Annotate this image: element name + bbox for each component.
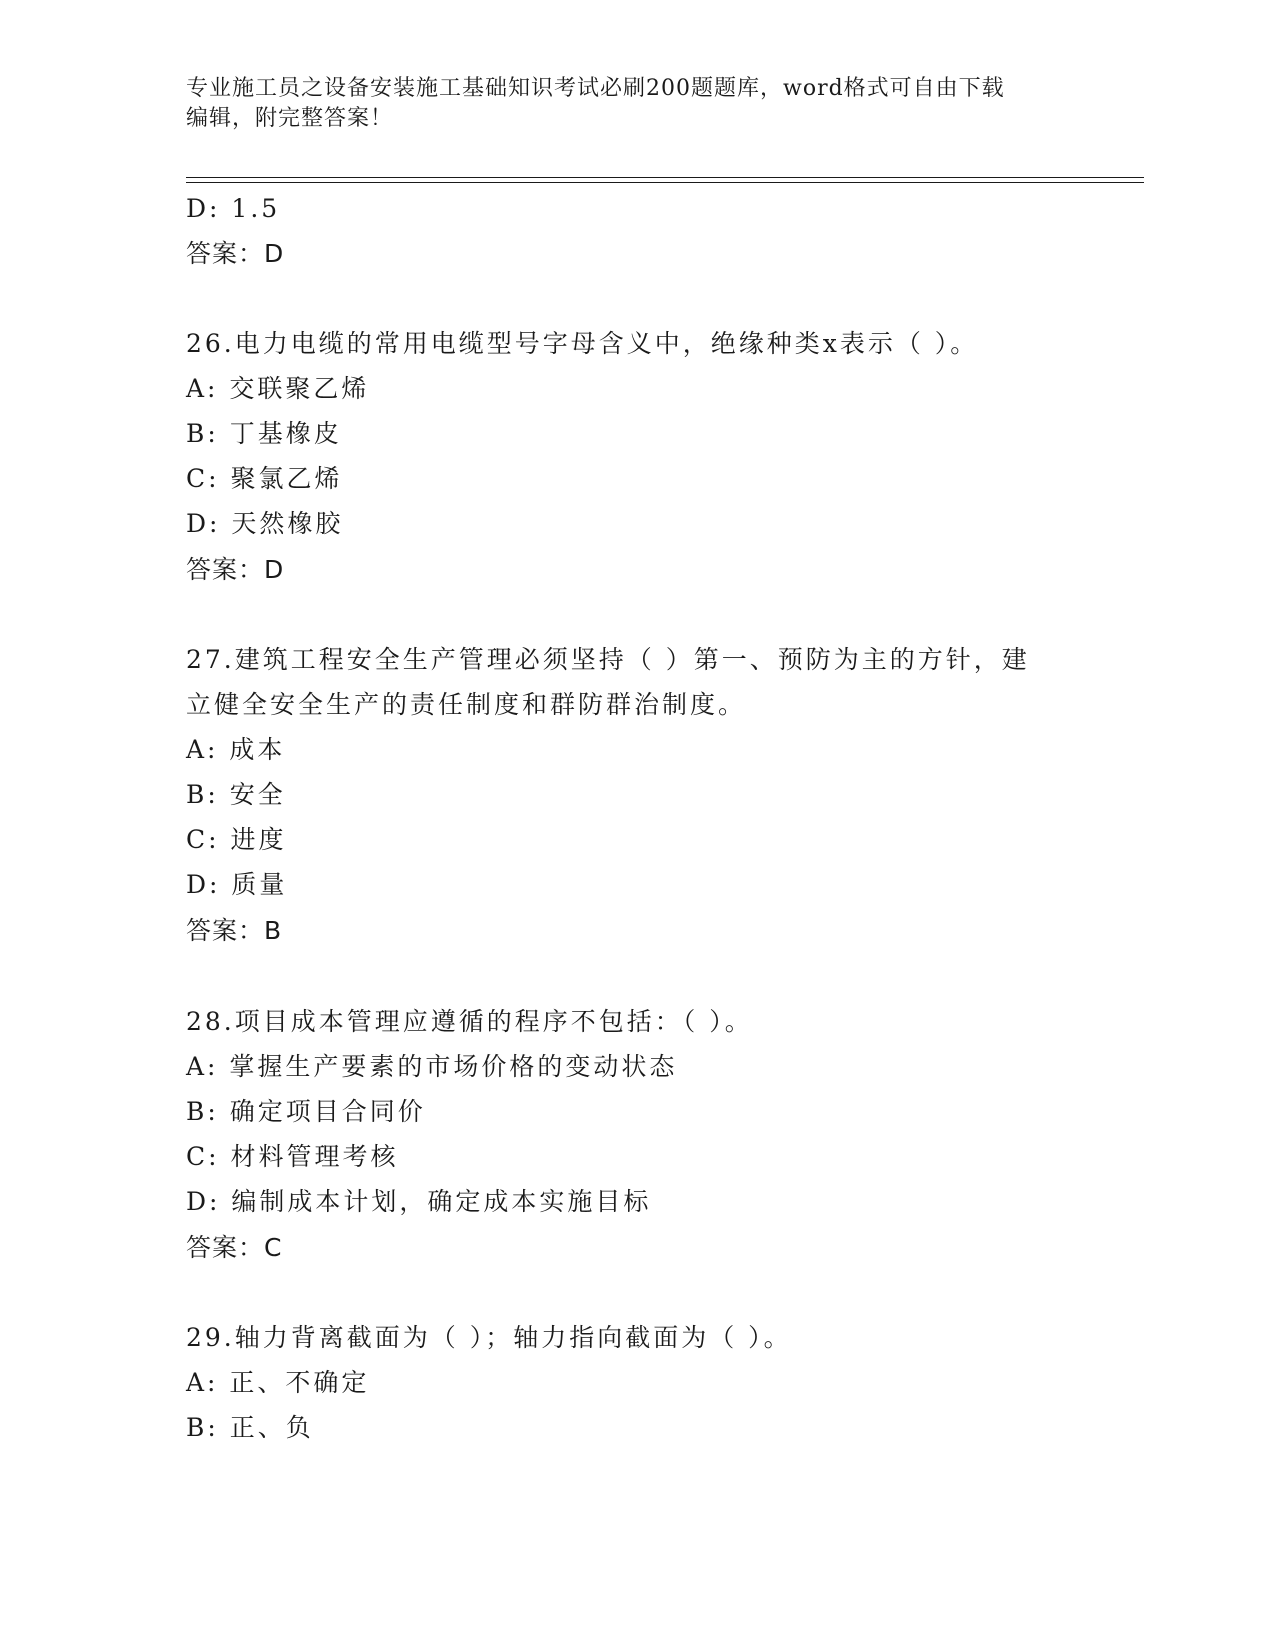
q27-option-c: C: 进度 (186, 825, 287, 854)
q29-stem: 29.轴力背离截面为（ ）；轴力指向截面为（ ）。 (186, 1323, 792, 1352)
q26-stem: 26.电力电缆的常用电缆型号字母含义中，绝缘种类x表示（ ）。 (186, 329, 979, 358)
q25-answer: 答案：D (186, 239, 285, 268)
q25-option-d: D: 1.5 (186, 194, 281, 223)
document-header (186, 74, 1066, 134)
header-title-line1: 专业施工员之设备安装施工基础知识考试必刷200题题库，word格式可自由下载 (186, 76, 1005, 101)
q27-answer: 答案：B (186, 916, 283, 945)
header-title-line2: 编辑，附完整答案！ (186, 106, 394, 131)
q28-stem: 28.项目成本管理应遵循的程序不包括：（ ）。 (186, 1007, 753, 1036)
q29-option-a: A: 正、不确定 (186, 1368, 370, 1397)
q27-option-b: B: 安全 (186, 780, 286, 809)
q27-option-a: A: 成本 (186, 735, 286, 764)
q27-stem-line2: 立健全安全生产的责任制度和群防群治制度。 (186, 690, 747, 719)
q26-option-c: C: 聚氯乙烯 (186, 464, 343, 493)
q26-option-a: A: 交联聚乙烯 (186, 374, 370, 403)
q27-stem-line1: 27.建筑工程安全生产管理必须坚持（ ）第一、预防为主的方针，建 (186, 645, 1030, 674)
q26-option-d: D: 天然橡胶 (186, 509, 344, 538)
q28-answer: 答案：C (186, 1233, 283, 1262)
q26-answer: 答案：D (186, 555, 285, 584)
q28-option-a: A: 掌握生产要素的市场价格的变动状态 (186, 1052, 678, 1081)
q28-option-b: B: 确定项目合同价 (186, 1097, 426, 1126)
q29-option-b: B: 正、负 (186, 1413, 314, 1442)
q26-option-b: B: 丁基橡皮 (186, 419, 342, 448)
header-divider-bottom (186, 182, 1144, 183)
header-divider-top (186, 177, 1144, 178)
q28-option-c: C: 材料管理考核 (186, 1142, 399, 1171)
q27-option-d: D: 质量 (186, 870, 288, 899)
q28-option-d: D: 编制成本计划，确定成本实施目标 (186, 1187, 652, 1216)
